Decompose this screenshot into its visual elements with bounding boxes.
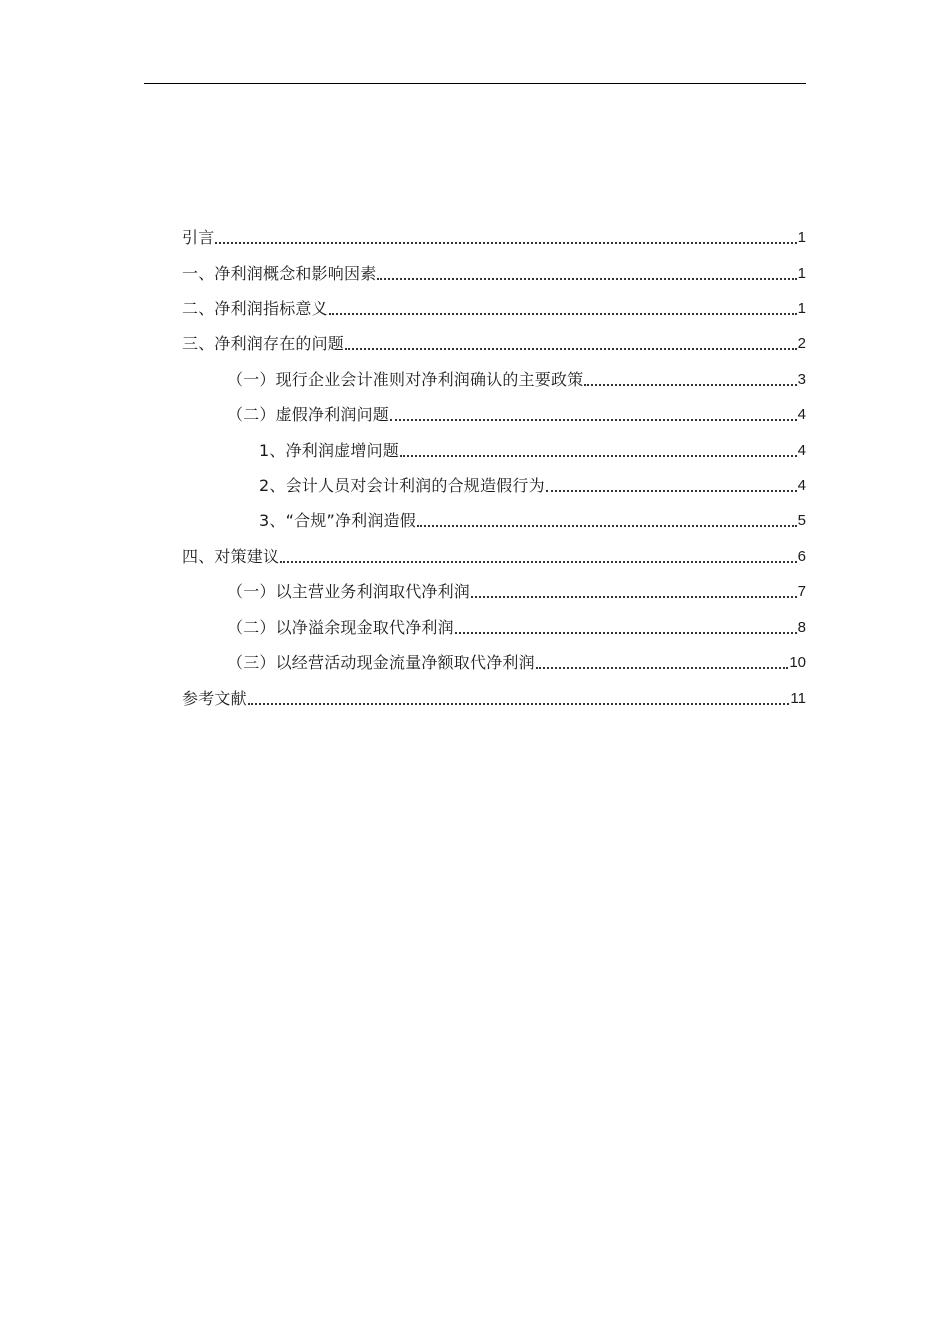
toc-dot-leader: [546, 490, 797, 492]
toc-entry-title: 引言: [182, 228, 215, 247]
toc-dot-leader: [417, 525, 797, 527]
toc-page-number: 8: [797, 619, 806, 636]
toc-entry-title: 1、净利润虚增问题: [259, 441, 399, 460]
toc-dot-leader: [584, 384, 796, 386]
toc-entry-section-3[interactable]: [182, 332, 806, 354]
header-rule: [144, 83, 806, 84]
toc-page-number: 4: [797, 477, 806, 494]
toc-entry-introduction[interactable]: [182, 226, 806, 248]
toc-entry-section-1[interactable]: [182, 262, 806, 284]
toc-page-number: 4: [797, 442, 806, 459]
toc-entry-title: 二、净利润指标意义: [182, 299, 328, 318]
toc-page-number: 1: [797, 300, 806, 317]
toc-dot-leader: [329, 313, 797, 315]
toc-entry-title: （一）现行企业会计准则对净利润确认的主要政策: [227, 370, 584, 389]
toc-dot-leader: [377, 278, 796, 280]
toc-entry-section-3-2-3[interactable]: [259, 509, 806, 531]
toc-entry-section-3-2-2[interactable]: [259, 474, 806, 496]
toc-dot-leader: [455, 632, 797, 634]
toc-entry-references[interactable]: [182, 687, 806, 709]
toc-page-number: 4: [797, 406, 806, 423]
toc-page-number: 5: [797, 512, 806, 529]
toc-entry-section-3-2-1[interactable]: [259, 439, 806, 461]
toc-entry-section-3-1[interactable]: [227, 368, 806, 390]
toc-entry-title: 一、净利润概念和影响因素: [182, 264, 377, 283]
toc-dot-leader: [280, 561, 796, 563]
toc-page-number: 11: [790, 690, 806, 707]
toc-page-number: 7: [797, 583, 806, 600]
toc-entry-section-4[interactable]: [182, 545, 806, 567]
toc-page-number: 3: [797, 371, 806, 388]
toc-dot-leader: [536, 667, 789, 669]
toc-dot-leader: [471, 596, 797, 598]
toc-entry-section-4-1[interactable]: [227, 580, 806, 602]
toc-page-number: 1: [797, 229, 806, 246]
toc-dot-leader: [390, 419, 797, 421]
toc-dot-leader: [248, 703, 790, 705]
toc-entry-section-3-2[interactable]: [227, 403, 806, 425]
toc-dot-leader: [345, 348, 797, 350]
toc-entry-section-2[interactable]: [182, 297, 806, 319]
toc-page-number: 6: [797, 548, 806, 565]
toc-entry-title: （二）以净溢余现金取代净利润: [227, 618, 454, 637]
toc-entry-section-4-2[interactable]: [227, 616, 806, 638]
toc-entry-title: 四、对策建议: [182, 547, 280, 566]
toc-page-number: 2: [797, 335, 806, 352]
toc-dot-leader: [400, 455, 797, 457]
toc-dot-leader: [215, 242, 796, 244]
toc-entry-title: 参考文献: [182, 689, 247, 708]
toc-entry-title: （二）虚假净利润问题: [227, 405, 390, 424]
toc-entry-title: 三、净利润存在的问题: [182, 334, 345, 353]
toc-entry-section-4-3[interactable]: [227, 651, 806, 673]
toc-entry-title: 3、“合规”净利润造假: [259, 511, 416, 530]
toc-entry-title: 2、会计人员对会计利润的合规造假行为: [259, 476, 545, 495]
toc-entry-title: （三）以经营活动现金流量净额取代净利润: [227, 653, 535, 672]
toc-page-number: 1: [797, 265, 806, 282]
toc-entry-title: （一）以主营业务利润取代净利润: [227, 582, 471, 601]
toc-page-number: 10: [789, 654, 806, 671]
